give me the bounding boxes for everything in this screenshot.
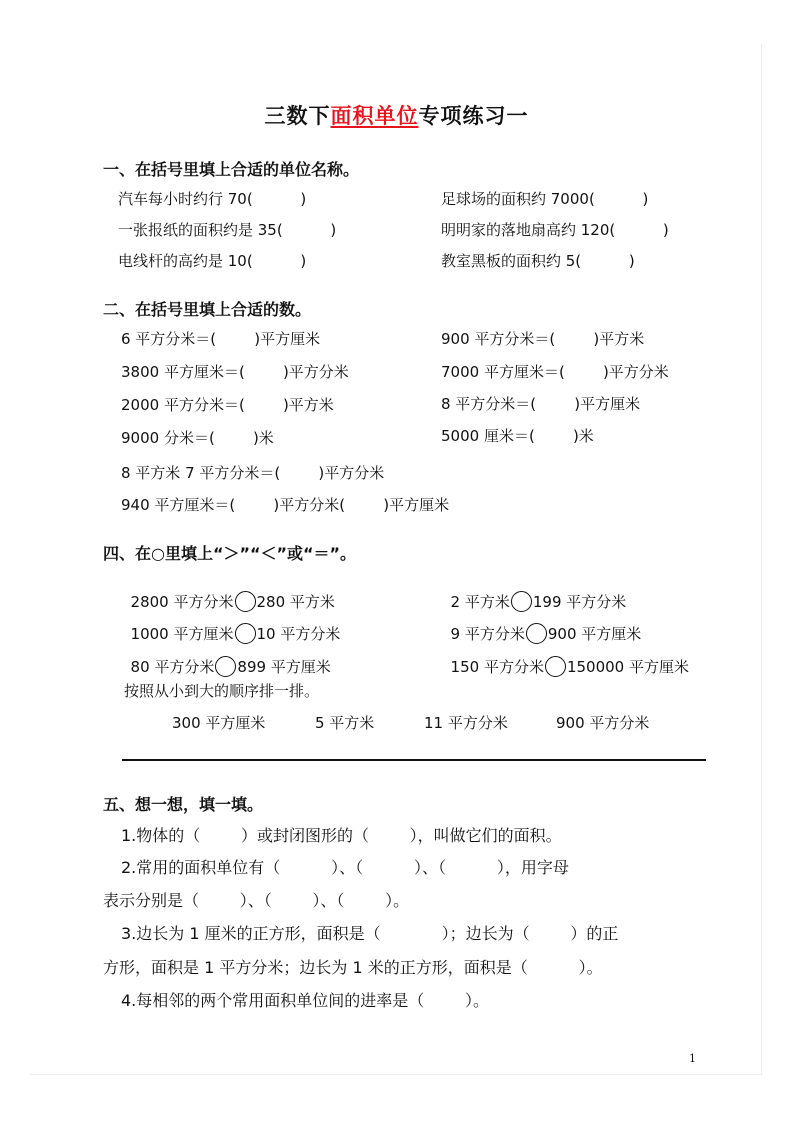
sort-item-4: 900 平方分米 [556, 714, 650, 732]
compare-item-6 [441, 638, 689, 677]
s1-item-4: 明明家的落地扇高约 120( ) [441, 221, 669, 239]
s5-line-5: 方形，面积是 1 平方分米；边长为 1 米的正方形，面积是（ ）。 [103, 958, 603, 977]
section-1-heading: 一、在括号里填上合适的单位名称。 [103, 160, 360, 179]
page-number: 1 [689, 1052, 696, 1065]
answer-line [122, 759, 706, 761]
compare-right: 280 平方米 [256, 593, 335, 611]
sort-item-2: 5 平方米 [315, 714, 375, 732]
compare-left: 80 平方分米 [130, 658, 215, 676]
s2-item-2: 900 平方分米＝( )平方米 [441, 330, 645, 348]
s1-item-6: 教室黑板的面积约 5( ) [441, 252, 635, 270]
sort-instruction: 按照从小到大的顺序排一排。 [124, 682, 320, 700]
s2-item-7: 9000 分米＝( )米 [121, 429, 274, 447]
compare-right: 900 平方厘米 [547, 625, 642, 643]
section-5-heading: 五、想一想，填一填。 [103, 795, 264, 814]
compare-right: 899 平方厘米 [237, 658, 331, 676]
s2-item-4: 7000 平方厘米＝( )平方分米 [441, 363, 669, 381]
s2-item-8: 5000 厘米＝( )米 [441, 427, 594, 445]
compare-left: 2 平方米 [450, 593, 510, 611]
s2-item-10: 940 平方厘米＝( )平方分米( )平方厘米 [121, 496, 450, 514]
compare-left: 1000 平方厘米 [130, 625, 234, 643]
answer-circle[interactable] [215, 656, 236, 677]
page-title [0, 100, 793, 130]
s5-line-6: 4.每相邻的两个常用面积单位间的进率是（ ）。 [121, 991, 489, 1010]
title-prefix: 三数下 [264, 104, 331, 128]
s5-line-1: 1.物体的（ ）或封闭图形的（ ），叫做它们的面积。 [121, 826, 562, 845]
compare-left: 2800 平方分米 [130, 593, 234, 611]
s1-item-1: 汽车每小时约行 70( ) [118, 190, 307, 208]
section-4-heading: 四、在○里填上“＞”“＜”或“＝”。 [103, 544, 357, 563]
compare-left: 9 平方分米 [450, 625, 525, 643]
sort-item-1: 300 平方厘米 [172, 714, 266, 732]
s2-item-3: 3800 平方厘米＝( )平方分米 [121, 363, 349, 381]
answer-circle[interactable] [545, 656, 566, 677]
s5-line-3: 表示分别是（ ）、（ ）、（ ）。 [103, 891, 410, 910]
s5-line-2: 2.常用的面积单位有（ ）、（ ）、（ ），用字母 [121, 858, 569, 877]
s1-item-3: 一张报纸的面积约是 35( ) [118, 221, 337, 239]
s2-item-5: 2000 平方分米＝( )平方米 [121, 396, 334, 414]
s2-item-6: 8 平方分米＝( )平方厘米 [441, 395, 641, 413]
compare-right: 10 平方分米 [256, 625, 341, 643]
s5-line-4: 3.边长为 1 厘米的正方形，面积是（ ）；边长为（ ）的正 [121, 924, 619, 943]
s2-item-9: 8 平方米 7 平方分米＝( )平方分米 [121, 464, 385, 482]
s1-item-5: 电线杆的高约是 10( ) [118, 252, 307, 270]
title-suffix: 专项练习一 [418, 104, 529, 128]
s2-item-1: 6 平方分米＝( )平方厘米 [121, 330, 321, 348]
compare-right: 150000 平方厘米 [566, 658, 689, 676]
s1-item-2: 足球场的面积约 7000( ) [441, 190, 649, 208]
sort-item-3: 11 平方分米 [424, 714, 508, 732]
title-highlight: 面积单位 [330, 104, 419, 128]
compare-right: 199 平方分米 [532, 593, 627, 611]
compare-item-5 [121, 638, 331, 677]
section-2-heading: 二、在括号里填上合适的数。 [103, 300, 312, 319]
compare-left: 150 平方分米 [450, 658, 544, 676]
